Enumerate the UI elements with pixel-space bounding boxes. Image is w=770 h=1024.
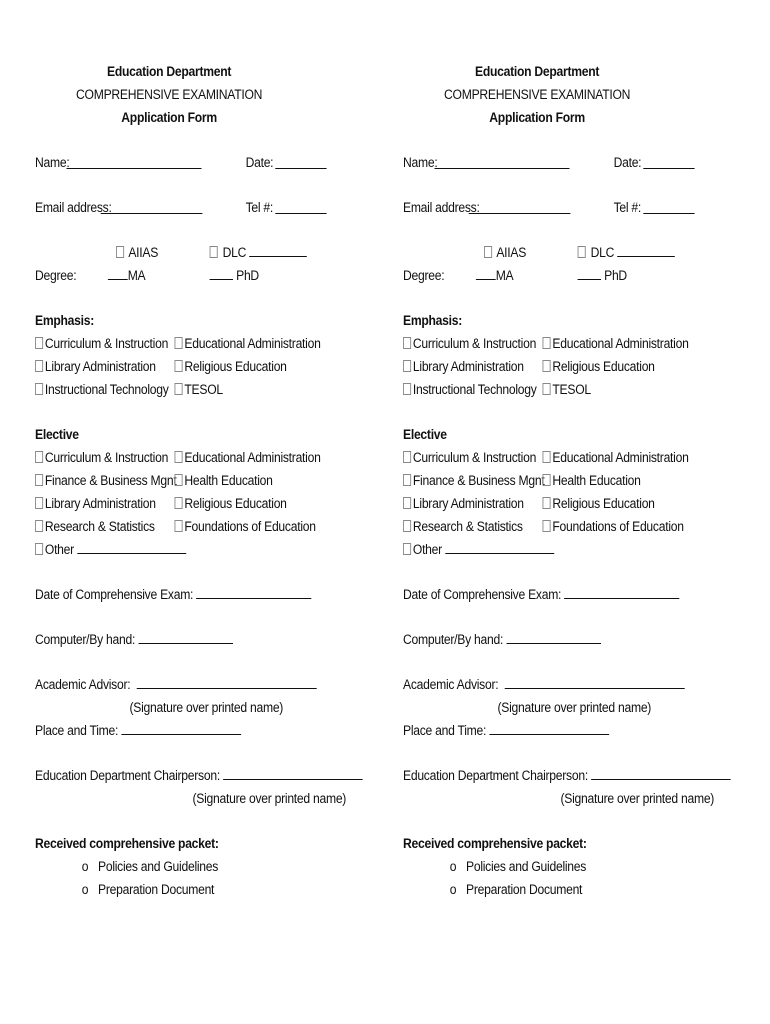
emphasis-heading: Emphasis: bbox=[35, 313, 95, 328]
elective-row bbox=[35, 446, 359, 469]
department-title: Education Department bbox=[474, 64, 600, 79]
exam-title: COMPREHENSIVE EXAMINATION bbox=[444, 87, 631, 102]
checkbox-icon[interactable] bbox=[35, 543, 43, 555]
degree-label: Degree: bbox=[35, 268, 77, 283]
ma-blank[interactable] bbox=[108, 266, 128, 280]
checkbox-icon[interactable] bbox=[543, 337, 551, 349]
tel-label: Tel #: bbox=[245, 200, 274, 215]
date-label: Date: bbox=[613, 155, 642, 170]
received-item-label: Policies and Guidelines bbox=[466, 859, 587, 874]
place-time-row bbox=[35, 719, 359, 742]
degree-row bbox=[35, 264, 359, 287]
campus-row bbox=[35, 241, 359, 264]
other-field[interactable] bbox=[77, 540, 186, 554]
elective-option[interactable]: Health Education bbox=[175, 469, 273, 492]
email-tel-row bbox=[403, 196, 727, 219]
dlc-blank[interactable] bbox=[617, 243, 675, 257]
form-header bbox=[372, 60, 703, 129]
name-field[interactable] bbox=[435, 155, 570, 169]
bullet-icon: o bbox=[81, 859, 89, 874]
exam-date-field[interactable] bbox=[564, 585, 679, 599]
elective-option[interactable]: Research & Statistics bbox=[403, 515, 523, 538]
mode-label: Computer/By hand: bbox=[403, 632, 504, 647]
elective-list bbox=[403, 446, 727, 538]
emphasis-option[interactable]: TESOL bbox=[543, 378, 591, 401]
email-tel-row bbox=[35, 196, 359, 219]
elective-heading: Elective bbox=[35, 427, 79, 442]
elective-row bbox=[35, 469, 359, 492]
tel-field[interactable] bbox=[275, 200, 326, 214]
emphasis-option[interactable]: Educational Administration bbox=[543, 332, 689, 355]
form-copy-right bbox=[403, 60, 727, 901]
email-label: Email address: bbox=[35, 200, 112, 215]
name-label: Name: bbox=[35, 155, 70, 170]
signature-note: (Signature over printed name) bbox=[129, 700, 284, 715]
emphasis-row bbox=[403, 355, 727, 378]
checkbox-icon[interactable] bbox=[403, 451, 411, 463]
received-item bbox=[403, 855, 727, 878]
elective-row bbox=[403, 492, 727, 515]
chair-signature-note-row bbox=[35, 787, 359, 810]
degree-option-phd[interactable]: PhD bbox=[578, 264, 627, 287]
received-item bbox=[403, 878, 727, 901]
checkbox-icon[interactable] bbox=[403, 360, 411, 372]
elective-other[interactable]: Other bbox=[403, 538, 554, 561]
checkbox-icon[interactable] bbox=[116, 246, 124, 258]
advisor-field[interactable] bbox=[505, 675, 685, 689]
checkbox-icon[interactable] bbox=[35, 451, 43, 463]
received-heading: Received comprehensive packet: bbox=[35, 836, 219, 851]
emphasis-row bbox=[35, 378, 359, 401]
degree-option-phd[interactable]: PhD bbox=[210, 264, 259, 287]
degree-option-ma[interactable]: MA bbox=[476, 264, 513, 287]
chair-field[interactable] bbox=[223, 766, 363, 780]
email-field[interactable] bbox=[101, 200, 203, 214]
elective-row bbox=[403, 515, 727, 538]
name-field[interactable] bbox=[67, 155, 202, 169]
chair-signature-note-row bbox=[403, 787, 727, 810]
checkbox-icon[interactable] bbox=[175, 520, 183, 532]
received-list bbox=[403, 855, 727, 901]
campus-option-dlc[interactable]: DLC bbox=[578, 241, 675, 264]
form-header bbox=[4, 60, 335, 129]
checkbox-icon[interactable] bbox=[175, 497, 183, 509]
elective-option[interactable]: Library Administration bbox=[403, 492, 524, 515]
checkbox-icon[interactable] bbox=[543, 383, 551, 395]
checkbox-icon[interactable] bbox=[175, 383, 183, 395]
exam-date-label: Date of Comprehensive Exam: bbox=[403, 587, 562, 602]
mode-row bbox=[403, 628, 727, 651]
elective-row bbox=[403, 446, 727, 469]
emphasis-option[interactable]: Curriculum & Instruction bbox=[35, 332, 168, 355]
emphasis-list bbox=[35, 332, 359, 401]
elective-row bbox=[35, 492, 359, 515]
elective-other-row bbox=[403, 538, 727, 561]
chair-label: Education Department Chairperson: bbox=[35, 768, 220, 783]
name-date-row bbox=[403, 151, 727, 174]
place-time-field[interactable] bbox=[121, 721, 241, 735]
received-item-label: Preparation Document bbox=[98, 882, 215, 897]
emphasis-heading: Emphasis: bbox=[403, 313, 463, 328]
email-label: Email address: bbox=[403, 200, 480, 215]
exam-date-field[interactable] bbox=[196, 585, 311, 599]
received-item bbox=[35, 855, 359, 878]
elective-option[interactable]: Foundations of Education bbox=[543, 515, 684, 538]
email-field[interactable] bbox=[469, 200, 571, 214]
checkbox-icon[interactable] bbox=[175, 474, 183, 486]
checkbox-icon[interactable] bbox=[175, 337, 183, 349]
elective-option[interactable]: Religious Education bbox=[175, 492, 287, 515]
date-field[interactable] bbox=[275, 155, 326, 169]
elective-option[interactable]: Religious Education bbox=[543, 492, 655, 515]
checkbox-icon[interactable] bbox=[543, 497, 551, 509]
phd-blank[interactable] bbox=[578, 266, 601, 280]
received-item bbox=[35, 878, 359, 901]
elective-option[interactable]: Foundations of Education bbox=[175, 515, 316, 538]
checkbox-icon[interactable] bbox=[403, 474, 411, 486]
checkbox-icon[interactable] bbox=[175, 360, 183, 372]
checkbox-icon[interactable] bbox=[35, 520, 43, 532]
department-title: Education Department bbox=[106, 64, 232, 79]
date-label: Date: bbox=[245, 155, 274, 170]
exam-date-label: Date of Comprehensive Exam: bbox=[35, 587, 194, 602]
emphasis-option[interactable]: Curriculum & Instruction bbox=[403, 332, 536, 355]
advisor-label: Academic Advisor: bbox=[403, 677, 499, 692]
checkbox-icon[interactable] bbox=[484, 246, 492, 258]
ma-blank[interactable] bbox=[476, 266, 496, 280]
degree-row bbox=[403, 264, 727, 287]
place-time-row bbox=[403, 719, 727, 742]
form-copy-left bbox=[35, 60, 359, 901]
checkbox-icon[interactable] bbox=[35, 474, 43, 486]
checkbox-icon[interactable] bbox=[403, 543, 411, 555]
campus-row bbox=[403, 241, 727, 264]
date-field[interactable] bbox=[643, 155, 694, 169]
emphasis-option[interactable]: Instructional Technology bbox=[35, 378, 169, 401]
advisor-field[interactable] bbox=[137, 675, 317, 689]
tel-label: Tel #: bbox=[613, 200, 642, 215]
checkbox-icon[interactable] bbox=[543, 360, 551, 372]
elective-option[interactable]: Educational Administration bbox=[543, 446, 689, 469]
received-item-label: Policies and Guidelines bbox=[98, 859, 219, 874]
degree-option-ma[interactable]: MA bbox=[108, 264, 145, 287]
elective-option[interactable]: Health Education bbox=[543, 469, 641, 492]
emphasis-option[interactable]: Religious Education bbox=[543, 355, 655, 378]
exam-date-row bbox=[403, 583, 727, 606]
advisor-label: Academic Advisor: bbox=[35, 677, 131, 692]
elective-option[interactable]: Curriculum & Instruction bbox=[403, 446, 536, 469]
elective-heading: Elective bbox=[403, 427, 447, 442]
advisor-signature-note-row bbox=[403, 696, 727, 719]
form-title: Application Form bbox=[489, 110, 585, 125]
elective-row bbox=[403, 469, 727, 492]
place-time-label: Place and Time: bbox=[35, 723, 119, 738]
other-field[interactable] bbox=[445, 540, 554, 554]
received-heading: Received comprehensive packet: bbox=[403, 836, 587, 851]
signature-note: (Signature over printed name) bbox=[497, 700, 652, 715]
degree-label: Degree: bbox=[403, 268, 445, 283]
mode-row bbox=[35, 628, 359, 651]
elective-other-row bbox=[35, 538, 359, 561]
checkbox-icon[interactable] bbox=[35, 337, 43, 349]
elective-option[interactable]: Library Administration bbox=[35, 492, 156, 515]
tel-field[interactable] bbox=[643, 200, 694, 214]
checkbox-icon[interactable] bbox=[403, 497, 411, 509]
place-time-field[interactable] bbox=[489, 721, 609, 735]
mode-field[interactable] bbox=[138, 630, 233, 644]
campus-option-aiias[interactable]: AIIAS bbox=[484, 241, 526, 264]
emphasis-option[interactable]: Religious Education bbox=[175, 355, 287, 378]
emphasis-option[interactable]: Library Administration bbox=[403, 355, 524, 378]
advisor-row bbox=[403, 673, 727, 696]
bullet-icon: o bbox=[81, 882, 89, 897]
elective-option[interactable]: Curriculum & Instruction bbox=[35, 446, 168, 469]
chair-row bbox=[35, 764, 359, 787]
elective-option[interactable]: Finance & Business Mgnt bbox=[403, 469, 544, 492]
checkbox-icon[interactable] bbox=[175, 451, 183, 463]
elective-option[interactable]: Educational Administration bbox=[175, 446, 321, 469]
mode-label: Computer/By hand: bbox=[35, 632, 136, 647]
elective-other[interactable]: Other bbox=[35, 538, 186, 561]
bullet-icon: o bbox=[449, 882, 457, 897]
exam-date-row bbox=[35, 583, 359, 606]
emphasis-option[interactable]: Educational Administration bbox=[175, 332, 321, 355]
chair-row bbox=[403, 764, 727, 787]
emphasis-option[interactable]: TESOL bbox=[175, 378, 223, 401]
checkbox-icon[interactable] bbox=[35, 383, 43, 395]
emphasis-list bbox=[403, 332, 727, 401]
chair-field[interactable] bbox=[591, 766, 731, 780]
emphasis-row bbox=[403, 332, 727, 355]
place-time-label: Place and Time: bbox=[403, 723, 487, 738]
form-title: Application Form bbox=[121, 110, 217, 125]
emphasis-row bbox=[403, 378, 727, 401]
phd-blank[interactable] bbox=[210, 266, 233, 280]
checkbox-icon[interactable] bbox=[543, 474, 551, 486]
elective-list bbox=[35, 446, 359, 538]
emphasis-row bbox=[35, 332, 359, 355]
bullet-icon: o bbox=[449, 859, 457, 874]
dlc-blank[interactable] bbox=[249, 243, 307, 257]
emphasis-option[interactable]: Library Administration bbox=[35, 355, 156, 378]
advisor-signature-note-row bbox=[35, 696, 359, 719]
mode-field[interactable] bbox=[506, 630, 601, 644]
signature-note: (Signature over printed name) bbox=[560, 791, 715, 806]
checkbox-icon[interactable] bbox=[35, 497, 43, 509]
elective-option[interactable]: Finance & Business Mgnt bbox=[35, 469, 176, 492]
exam-title: COMPREHENSIVE EXAMINATION bbox=[76, 87, 263, 102]
elective-row bbox=[35, 515, 359, 538]
signature-note: (Signature over printed name) bbox=[192, 791, 347, 806]
checkbox-icon[interactable] bbox=[403, 520, 411, 532]
checkbox-icon[interactable] bbox=[578, 246, 586, 258]
elective-option[interactable]: Research & Statistics bbox=[35, 515, 155, 538]
campus-option-aiias[interactable]: AIIAS bbox=[116, 241, 158, 264]
checkbox-icon[interactable] bbox=[35, 360, 43, 372]
campus-option-dlc[interactable]: DLC bbox=[210, 241, 307, 264]
emphasis-row bbox=[35, 355, 359, 378]
name-label: Name: bbox=[403, 155, 438, 170]
checkbox-icon[interactable] bbox=[210, 246, 218, 258]
received-list bbox=[35, 855, 359, 901]
received-item-label: Preparation Document bbox=[466, 882, 583, 897]
checkbox-icon[interactable] bbox=[543, 520, 551, 532]
advisor-row bbox=[35, 673, 359, 696]
emphasis-option[interactable]: Instructional Technology bbox=[403, 378, 537, 401]
checkbox-icon[interactable] bbox=[403, 337, 411, 349]
checkbox-icon[interactable] bbox=[403, 383, 411, 395]
chair-label: Education Department Chairperson: bbox=[403, 768, 588, 783]
checkbox-icon[interactable] bbox=[543, 451, 551, 463]
name-date-row bbox=[35, 151, 359, 174]
